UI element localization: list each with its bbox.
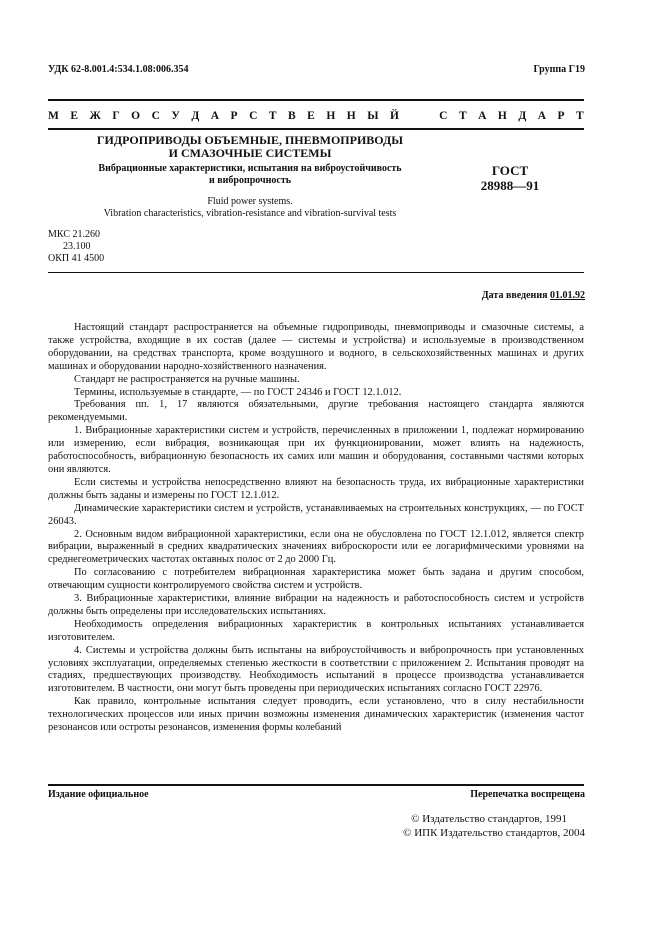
body-paragraph: Необходимость определения вибрационных характеристик в контрольных испытаниях устанавливается изготовителем. [48, 618, 584, 643]
copyright-2004: © ИПК Издательство стандартов, 2004 [403, 827, 585, 839]
english-title-line-1: Fluid power systems. [207, 196, 293, 207]
title-line-1: ГИДРОПРИВОДЫ ОБЪЕМНЫЕ, ПНЕВМОПРИВОДЫ [96, 133, 404, 147]
heading-letter: О [131, 110, 141, 122]
intro-date [482, 290, 585, 301]
english-title-line-2: Vibration characteristics, vibration-resistance and vibration-survival tests [103, 208, 397, 219]
group-code: Группа Г19 [533, 64, 585, 75]
body-paragraph: 4. Системы и устройства должны быть испытаны на виброустойчивость и вибропрочность при установленных условиях эксплуатации, определяемых степенью жесткости в соответствии с приложением 2. Испытания проводят на стадиях, предшествующих производству. Необходимость испытаний в процессе производства устанавливается изготовителем. В частности, они могут быть проведены при периодических испытаниях согласно ГОСТ 22976. [48, 644, 584, 695]
title-line-2: И СМАЗОЧНЫЕ СИСТЕМЫ [168, 146, 332, 160]
subtitle-line-2: и вибропрочность [208, 175, 292, 186]
heading-letter: С [151, 110, 160, 122]
classification-codes [48, 229, 104, 265]
heading-letter: А [537, 110, 547, 122]
mks-code-2: 23.100 [63, 241, 91, 252]
heading-letter: С [439, 110, 448, 122]
standard-subtitle [60, 163, 440, 187]
heading-letter: Т [458, 110, 467, 122]
intro-date-label: Дата введения [481, 290, 548, 301]
intro-date-value: 01.01.92 [550, 290, 585, 301]
heading-letter: С [249, 110, 258, 122]
okp-code: ОКП 41 4500 [48, 253, 105, 264]
copyright-1991: © Издательство стандартов, 1991 [411, 813, 568, 825]
heading-letter [410, 110, 413, 122]
heading-letter: Н [326, 110, 336, 122]
gost-number [470, 163, 550, 193]
heading-letter: Н [497, 110, 507, 122]
subtitle-line-1: Вибрационные характеристики, испытания на виброустойчивость [98, 163, 402, 174]
copyright [403, 812, 585, 840]
body-paragraph: Стандарт не распространяется на ручные машины. [74, 373, 300, 385]
official-edition: Издание официальное [48, 789, 149, 800]
reprint-prohibited: Перепечатка воспрещена [470, 789, 585, 800]
body-paragraph: Динамические характеристики систем и устройств, устанавливаемых на строительных конструкциях, — по ГОСТ 26043. [48, 502, 584, 527]
heading-rule [48, 128, 584, 130]
heading-letter: У [171, 110, 180, 122]
heading-letter: Й [389, 110, 399, 122]
heading-letter: Д [518, 110, 527, 122]
heading-letter: Т [268, 110, 277, 122]
mks-code-1: МКС 21.260 [48, 229, 100, 240]
gost-label: ГОСТ [491, 163, 529, 178]
body-paragraph: Термины, используемые в стандарте, — по ГОСТ 24346 и ГОСТ 12.1.012. [74, 386, 402, 398]
heading-letter: Р [557, 110, 565, 122]
body-paragraph: Если системы и устройства непосредственно влияют на безопасность труда, их вибрационные характеристики должны быть заданы и измерены по ГОСТ 12.1.012. [48, 476, 584, 501]
heading-letter: Е [307, 110, 315, 122]
heading-letter: Ы [367, 110, 379, 122]
body-paragraph: Настоящий стандарт распространяется на объемные гидроприводы, пневмоприводы и смазочные системы, а также устройства, входящие в их состав (далее — системы и устройства) и используемые в производственном оборудовании, на средствах транспорта, кроме воздушного и водного, в сельскохозяйственных машинах и других машинах и оборудовании народно-хозяйственного назначения. [48, 322, 584, 372]
english-title [60, 196, 440, 220]
interstate-standard-heading [48, 110, 584, 122]
heading-letter: А [478, 110, 487, 122]
heading-letter: В [288, 110, 296, 122]
top-rule [48, 99, 584, 101]
body-paragraph: 2. Основным видом вибрационной характеристики, если она не обусловлена по ГОСТ 12.1.012, является спектр вибрации, выраженный в средних квадратических значениях виброскорости или ее логарифмическими уровнями на среднегеометрических частотах октавных полос от 2 до 2000 Гц. [48, 528, 584, 566]
heading-letter: Р [230, 110, 238, 122]
gost-code: 28988—91 [480, 178, 540, 193]
heading-letter: Г [112, 110, 120, 122]
standard-title [80, 134, 420, 160]
footer-rule [48, 784, 584, 786]
body-paragraph: Требования пп. 1, 17 являются обязательными, другие требования настоящего стандарта являются рекомендуемыми. [48, 399, 584, 424]
heading-letter: А [210, 110, 220, 122]
body-text [48, 322, 584, 735]
heading-letter: М [48, 110, 59, 122]
heading-letter: Е [70, 110, 79, 122]
heading-letter [425, 110, 428, 122]
udc-code: УДК 62-8.001.4:534.1.08:006.354 [48, 64, 189, 75]
body-paragraph: 1. Вибрационные характеристики систем и устройств, перечисленных в приложении 1, подлежат нормированию или измерению, если вибрация, возникающая при их функционировании, может влиять на надежность, работоспособность, вибрационную безопасность их самих или машин и оборудования, составными частями которых они являются. [48, 425, 584, 475]
body-paragraph: Как правило, контрольные испытания следует проводить, если установлено, что в силу нестабильности технологических процессов или иных причин возможны изменения динамических характеристик (изменения частот резонансов или остроты резонансов, изменения формы колебаний [48, 696, 584, 734]
heading-letter: Д [191, 110, 200, 122]
body-paragraph: По согласованию с потребителем вибрационная характеристика может быть задана и другим способом, отвечающим сущности контролируемого свойства систем и устройств. [48, 567, 584, 592]
heading-letter: Ж [89, 110, 101, 122]
codes-rule [48, 272, 584, 273]
body-paragraph: 3. Вибрационные характеристики, влияние вибрации на надежность и работоспособность систем и устройств должны быть определены при исследовательских испытаниях. [48, 593, 584, 617]
heading-letter: Н [346, 110, 356, 122]
heading-letter: Т [576, 110, 584, 122]
